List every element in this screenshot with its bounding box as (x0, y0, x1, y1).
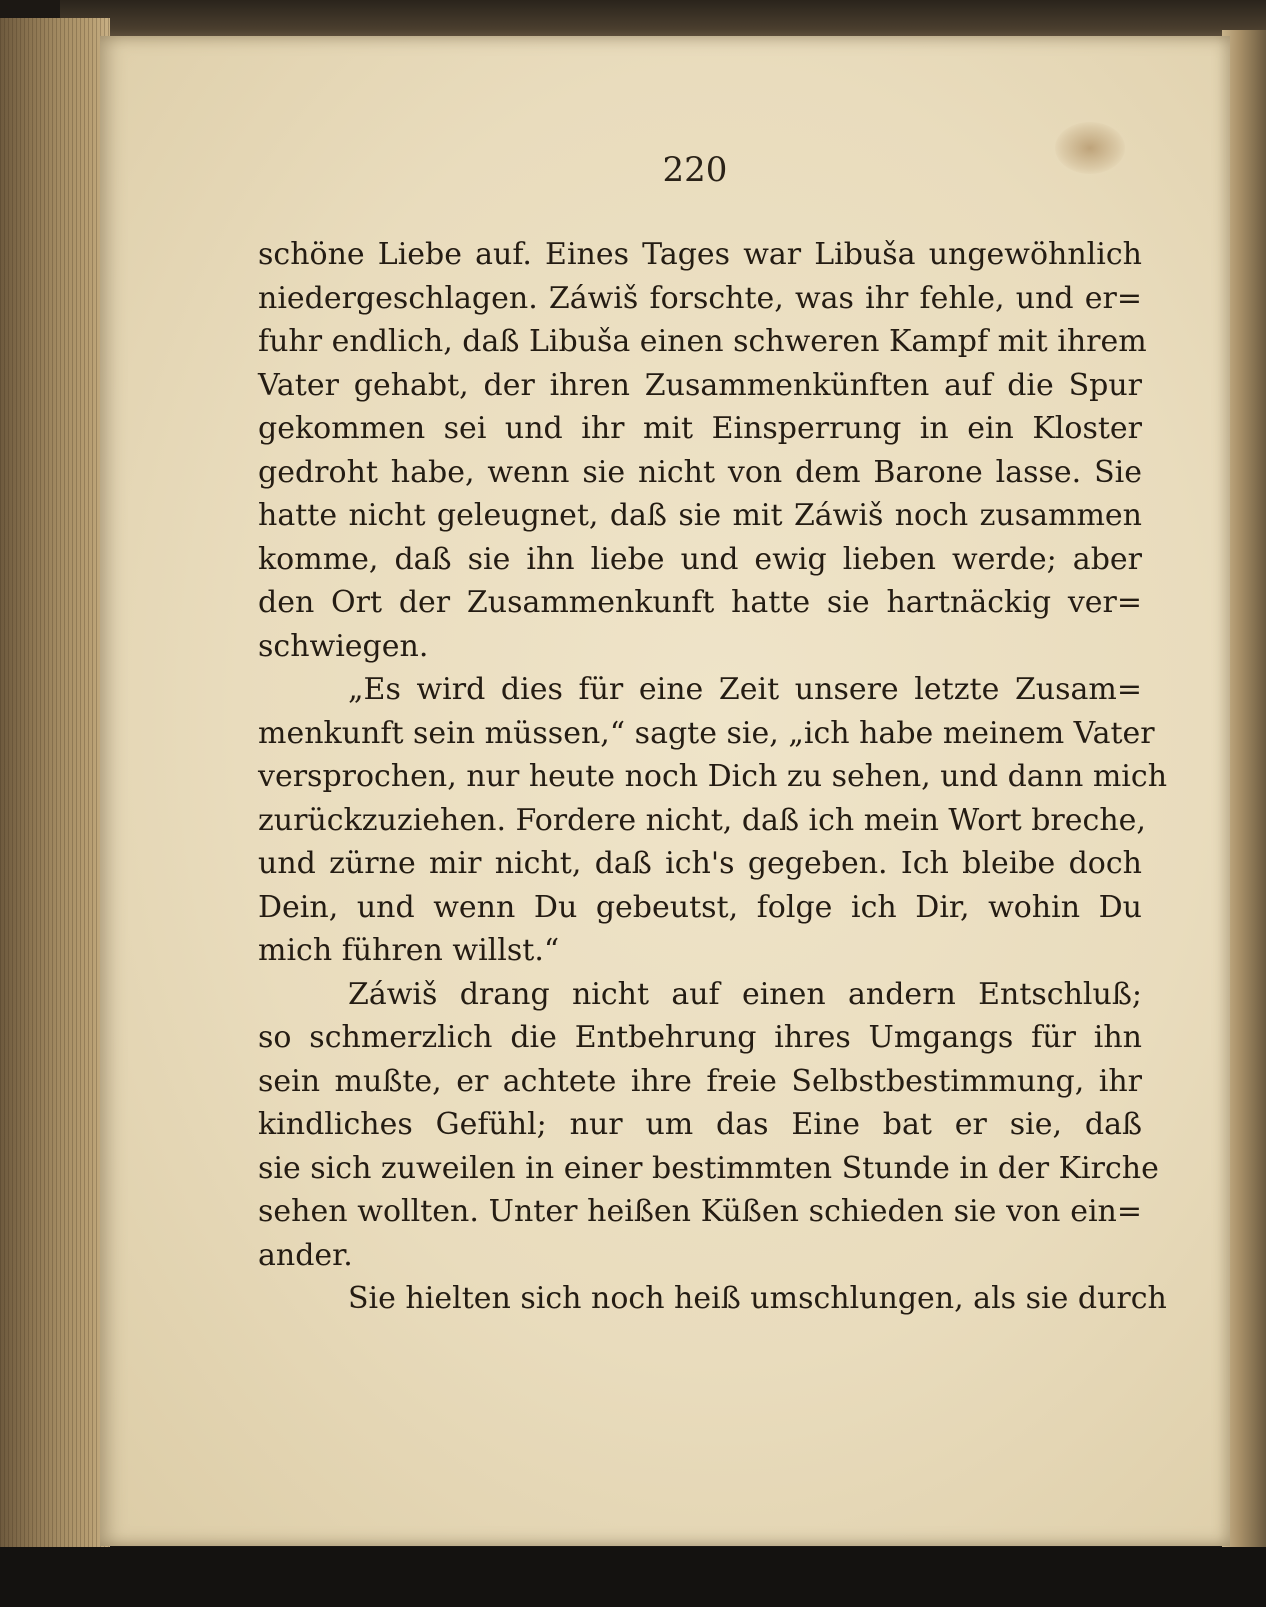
text-line: hatte nicht geleugnet, daß sie mit Záwiš noch zusammen (258, 498, 1142, 533)
text-line: niedergeschlagen. Záwiš forschte, was ihr fehle, und er= (258, 280, 1142, 316)
text-line: sehen wollten. Unter heißen Küßen schieden sie von ein= (258, 1194, 1142, 1229)
text-line: und zürne mir nicht, daß ich's gegeben. Ich bleibe doch (258, 846, 1142, 881)
text-line: sie sich zuweilen in einer bestimmten Stunde in der Kirche (258, 1150, 1159, 1186)
text-line: ander. (258, 1237, 353, 1273)
text-line: gekommen sei und ihr mit Einsperrung in ein Kloster (258, 411, 1142, 446)
text-line: „Es wird dies für eine Zeit unsere letzte Zusam= (348, 672, 1142, 707)
text-line: so schmerzlich die Entbehrung ihres Umgangs für ihn (258, 1020, 1142, 1055)
background-surface (0, 1547, 1266, 1607)
text-line: komme, daß sie ihn liebe und ewig lieben werde; aber (258, 541, 1142, 577)
text-line: menkunft sein müssen,“ sagte sie, „ich habe meinem Vater (258, 715, 1155, 751)
text-line: Vater gehabt, der ihren Zusammenkünften auf die Spur (258, 367, 1142, 403)
text-line: zurückzuziehen. Fordere nicht, daß ich mein Wort breche, (258, 802, 1146, 838)
text-line: kindliches Gefühl; nur um das Eine bat er sie, daß (258, 1107, 1142, 1142)
text-line: Sie hielten sich noch heiß umschlungen, als sie durch (348, 1281, 1167, 1316)
body-text (258, 233, 1168, 1321)
page-number: 220 (662, 150, 728, 190)
text-line: Dein, und wenn Du gebeutst, folge ich Dir, wohin Du (258, 889, 1142, 925)
text-line: den Ort der Zusammenkunft hatte sie hartnäckig ver= (258, 585, 1142, 620)
page-stack-left (0, 18, 110, 1548)
text-line: fuhr endlich, daß Libuša einen schweren Kampf mit ihrem (258, 324, 1147, 359)
text-line: gedroht habe, wenn sie nicht von dem Barone lasse. Sie (258, 454, 1142, 490)
text-line: versprochen, nur heute noch Dich zu sehen, und dann mich (258, 759, 1168, 794)
text-line: mich führen willst.“ (258, 933, 560, 968)
text-line: schöne Liebe auf. Eines Tages war Libuša ungewöhnlich (258, 237, 1142, 272)
text-line: sein mußte, er achtete ihre freie Selbstbestimmung, ihr (258, 1063, 1142, 1099)
text-line: schwiegen. (258, 628, 429, 664)
text-line: Záwiš drang nicht auf einen andern Entschluß; (348, 976, 1142, 1012)
